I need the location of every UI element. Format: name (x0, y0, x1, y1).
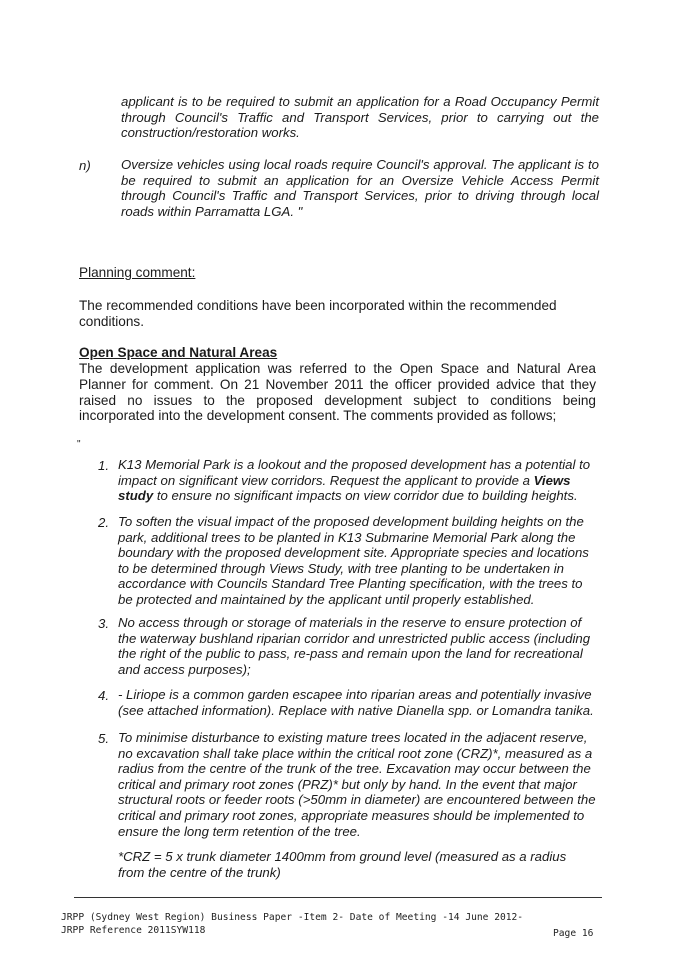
condition-n-text: Oversize vehicles using local roads require Council's approval. The applicant is to be required to submit an application for an Oversize Vehicle Access Permit through Council's Traffic and Transport Services, prior to driving through local roads within Parramatta LGA. " (121, 157, 599, 219)
list-item-5-number: 5. (98, 731, 109, 746)
list-item-5-note: *CRZ = 5 x trunk diameter 1400mm from ground level (measured as a radius from the centre of the trunk) (118, 849, 567, 880)
list-item-2-number: 2. (98, 515, 109, 530)
open-space-heading: Open Space and Natural Areas (79, 345, 278, 360)
planning-comment-heading: Planning comment: (79, 265, 196, 280)
list-item-4-text: - Liriope is a common garden escapee into riparian areas and potentially invasive (see attached information). Replace with native Dianella spp. or Lomandra tanika. (118, 687, 594, 718)
list-item-4-number: 4. (98, 688, 109, 703)
condition-n-label: n) (79, 158, 91, 173)
list-item-3-text: No access through or storage of materials in the reserve to ensure protection of the waterway bushland riparian corridor and unrestricted public access (including the right of the public to pass, re-pass and remain upon the land for recreational and access purposes); (118, 615, 591, 677)
list-item-5-text: To minimise disturbance to existing mature trees located in the adjacent reserve, no excavation shall take place within the critical root zone (CRZ)*, measured as a radius from the centre of the trunk of the tree. Excavation may occur between the critical and primary root zones (PRZ)* but only by hand. In the event that major structural roots or feeder roots (>50mm in diameter) are encountered between the critical and primary root zones, appropriate measures should be implemented to ensure the long term retention of the tree. (118, 730, 596, 839)
continued-condition-text: applicant is to be required to submit an application for a Road Occupancy Permit through Council's Traffic and Transport Services, prior to carrying out the construction/restoration works. (121, 94, 599, 141)
list-item-3-number: 3. (98, 616, 109, 631)
list-item-1-text: K13 Memorial Park is a lookout and the proposed development has a potential to impact on significant view corridors. Request the applicant to provide a Views study to ensure no significant impacts on view corridor due to building heights. (118, 457, 591, 504)
list-item-2-text: To soften the visual impact of the proposed development building heights on the park, additional trees to be planted in K13 Submarine Memorial Park along the boundary with the proposed development site. Appropriate species and locations to be determined through Views Study, with tree planting to be undertaken in accordance with Councils Standard Tree Planting specification, with the trees to be protected and maintained by the applicant until properly established. (118, 514, 589, 607)
views-study-emphasis: Views study (118, 472, 571, 504)
quote-mark: " (77, 439, 81, 450)
footer-reference: JRPP Reference 2011SYW118 (61, 925, 206, 936)
planning-comment-text: The recommended conditions have been incorporated within the recommended conditions. (79, 298, 557, 329)
page-number: Page 16 (553, 928, 594, 939)
list-item-1-number: 1. (98, 458, 109, 473)
footer-meeting-line: JRPP (Sydney West Region) Business Paper -Item 2- Date of Meeting -14 June 2012- (61, 912, 524, 923)
footer-divider (74, 897, 602, 898)
open-space-text: The development application was referred to the Open Space and Natural Area Planner for comment. On 21 November 2011 the officer provided advice that they raised no issues to the proposed development subject to conditions being incorporated into the development consent. The comments provided as follows; (79, 361, 596, 424)
